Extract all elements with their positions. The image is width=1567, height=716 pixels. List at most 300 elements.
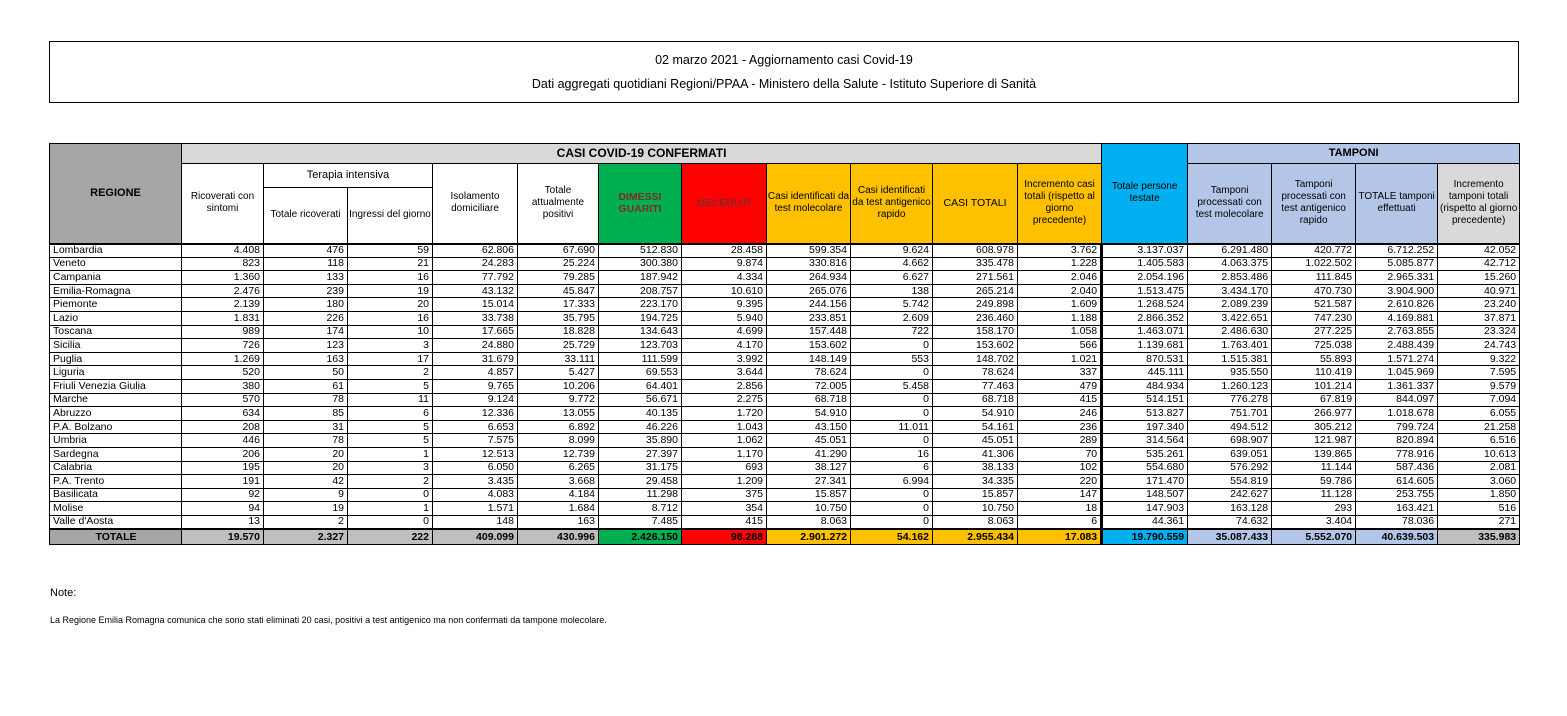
- cell-totale-attualmente-positivi: 79.285: [518, 271, 599, 285]
- cell-incremento-tamponi-totali: 1.850: [1438, 488, 1520, 502]
- cell-tamponi-test-molecolare: 776.278: [1188, 393, 1272, 407]
- cell-casi-test-antigenico-rapido: 0: [851, 488, 933, 502]
- cell-dimessi-guariti: 187.942: [599, 271, 682, 285]
- col-header-totale-attualmente-positivi: Totale attualmente positivi: [518, 164, 599, 244]
- cell-ti-ingressi-del-giorno: 0: [348, 515, 433, 529]
- region-name: Lazio: [50, 311, 182, 325]
- cell-ricoverati-con-sintomi: 191: [182, 475, 264, 489]
- cell-casi-test-antigenico-rapido: 553: [851, 352, 933, 366]
- cell-tamponi-test-molecolare: 1.515.381: [1188, 352, 1272, 366]
- cell-ti-ingressi-del-giorno: 222: [348, 529, 433, 545]
- cell-dimessi-guariti: 512.830: [599, 244, 682, 258]
- cell-isolamento-domiciliare: 62.806: [433, 244, 518, 258]
- cell-deceduti: 28.458: [682, 244, 767, 258]
- table-row: [50, 311, 1520, 325]
- cell-incremento-casi-totali: 1.021: [1018, 352, 1102, 366]
- cell-tamponi-test-antigenico-rapido: 101.214: [1272, 379, 1356, 393]
- cell-totale-persone-testate: 514.151: [1102, 393, 1188, 407]
- cell-casi-test-antigenico-rapido: 9.624: [851, 244, 933, 258]
- cell-totale-persone-testate: 1.405.583: [1102, 257, 1188, 271]
- table-row: [50, 325, 1520, 339]
- cell-tamponi-test-molecolare: 35.087.433: [1188, 529, 1272, 545]
- cell-tamponi-test-molecolare: 6.291.480: [1188, 244, 1272, 258]
- cell-totale-tamponi-effettuati: 1.571.274: [1356, 352, 1438, 366]
- cell-incremento-tamponi-totali: 9.579: [1438, 379, 1520, 393]
- cell-deceduti: 5.940: [682, 311, 767, 325]
- cell-dimessi-guariti: 194.725: [599, 311, 682, 325]
- cell-totale-persone-testate: 513.827: [1102, 407, 1188, 421]
- cell-totale-tamponi-effettuati: 778.916: [1356, 447, 1438, 461]
- cell-tamponi-test-molecolare: 698.907: [1188, 434, 1272, 448]
- cell-ricoverati-con-sintomi: 520: [182, 366, 264, 380]
- cell-ti-totale-ricoverati: 476: [264, 244, 348, 258]
- cell-incremento-casi-totali: 1.228: [1018, 257, 1102, 271]
- cell-totale-persone-testate: 148.507: [1102, 488, 1188, 502]
- cell-casi-totali: 10.750: [933, 502, 1018, 516]
- cell-casi-test-molecolare: 10.750: [767, 502, 851, 516]
- cell-totale-persone-testate: 3.137.037: [1102, 244, 1188, 258]
- cell-totale-tamponi-effettuati: 844.097: [1356, 393, 1438, 407]
- cell-totale-persone-testate: 1.268.524: [1102, 298, 1188, 312]
- cell-deceduti: 4.334: [682, 271, 767, 285]
- cell-ti-ingressi-del-giorno: 3: [348, 339, 433, 353]
- cell-incremento-casi-totali: 6: [1018, 515, 1102, 529]
- cell-totale-tamponi-effettuati: 1.018.678: [1356, 407, 1438, 421]
- cell-casi-test-molecolare: 153.602: [767, 339, 851, 353]
- cell-ti-ingressi-del-giorno: 10: [348, 325, 433, 339]
- cell-incremento-tamponi-totali: 516: [1438, 502, 1520, 516]
- table-row: [50, 284, 1520, 298]
- cell-totale-tamponi-effettuati: 2.763.855: [1356, 325, 1438, 339]
- cell-ti-ingressi-del-giorno: 17: [348, 352, 433, 366]
- cell-tamponi-test-antigenico-rapido: 470.730: [1272, 284, 1356, 298]
- cell-dimessi-guariti: 223.170: [599, 298, 682, 312]
- confirmed-cases-banner: CASI COVID-19 CONFERMATI: [182, 144, 1102, 164]
- cell-isolamento-domiciliare: 9.124: [433, 393, 518, 407]
- cell-deceduti: 2.856: [682, 379, 767, 393]
- cell-casi-test-antigenico-rapido: 54.162: [851, 529, 933, 545]
- col-header-ti-totale-ricoverati: Totale ricoverati: [264, 188, 348, 244]
- region-name: Puglia: [50, 352, 182, 366]
- cell-incremento-casi-totali: 1.058: [1018, 325, 1102, 339]
- cell-ti-totale-ricoverati: 9: [264, 488, 348, 502]
- cell-totale-tamponi-effettuati: 163.421: [1356, 502, 1438, 516]
- cell-casi-test-antigenico-rapido: 5.458: [851, 379, 933, 393]
- cell-incremento-tamponi-totali: 3.060: [1438, 475, 1520, 489]
- cell-totale-attualmente-positivi: 5.427: [518, 366, 599, 380]
- cell-totale-tamponi-effettuati: 1.045.969: [1356, 366, 1438, 380]
- cell-totale-tamponi-effettuati: 799.724: [1356, 420, 1438, 434]
- cell-ti-totale-ricoverati: 20: [264, 447, 348, 461]
- cell-incremento-casi-totali: 17.083: [1018, 529, 1102, 545]
- cell-tamponi-test-molecolare: 2.853.486: [1188, 271, 1272, 285]
- cell-tamponi-test-antigenico-rapido: 420.772: [1272, 244, 1356, 258]
- table-row: [50, 339, 1520, 353]
- region-name: Piemonte: [50, 298, 182, 312]
- cell-isolamento-domiciliare: 24.283: [433, 257, 518, 271]
- region-name: P.A. Bolzano: [50, 420, 182, 434]
- col-header-tamponi-test-molecolare: Tamponi processati con test molecolare: [1188, 164, 1272, 244]
- table-body: [50, 244, 1520, 545]
- cell-ricoverati-con-sintomi: 634: [182, 407, 264, 421]
- cell-casi-test-molecolare: 2.901.272: [767, 529, 851, 545]
- cell-casi-test-antigenico-rapido: 11.011: [851, 420, 933, 434]
- cell-ti-ingressi-del-giorno: 16: [348, 311, 433, 325]
- cell-casi-test-molecolare: 233.851: [767, 311, 851, 325]
- table-row: [50, 257, 1520, 271]
- total-row: [50, 529, 1520, 545]
- cell-tamponi-test-antigenico-rapido: 725.038: [1272, 339, 1356, 353]
- cell-tamponi-test-molecolare: 2.486.630: [1188, 325, 1272, 339]
- cell-incremento-casi-totali: 220: [1018, 475, 1102, 489]
- cell-tamponi-test-molecolare: 2.089.239: [1188, 298, 1272, 312]
- cell-dimessi-guariti: 8.712: [599, 502, 682, 516]
- cell-ti-ingressi-del-giorno: 2: [348, 366, 433, 380]
- cell-deceduti: 1.062: [682, 434, 767, 448]
- cell-deceduti: 1.043: [682, 420, 767, 434]
- cell-incremento-tamponi-totali: 23.324: [1438, 325, 1520, 339]
- title-box: [49, 41, 1519, 103]
- cell-dimessi-guariti: 40.135: [599, 407, 682, 421]
- cell-casi-test-antigenico-rapido: 0: [851, 502, 933, 516]
- cell-totale-attualmente-positivi: 17.333: [518, 298, 599, 312]
- cell-casi-test-antigenico-rapido: 138: [851, 284, 933, 298]
- table-row: [50, 298, 1520, 312]
- cell-tamponi-test-molecolare: 751.701: [1188, 407, 1272, 421]
- cell-casi-test-molecolare: 78.624: [767, 366, 851, 380]
- cell-casi-test-antigenico-rapido: 0: [851, 407, 933, 421]
- cell-totale-persone-testate: 1.513.475: [1102, 284, 1188, 298]
- cell-incremento-tamponi-totali: 271: [1438, 515, 1520, 529]
- cell-dimessi-guariti: 208.757: [599, 284, 682, 298]
- cell-ricoverati-con-sintomi: 13: [182, 515, 264, 529]
- cell-ricoverati-con-sintomi: 2.476: [182, 284, 264, 298]
- cell-totale-attualmente-positivi: 67.690: [518, 244, 599, 258]
- region-name: Liguria: [50, 366, 182, 380]
- cell-deceduti: 1.170: [682, 447, 767, 461]
- cell-totale-attualmente-positivi: 18.828: [518, 325, 599, 339]
- cell-ricoverati-con-sintomi: 92: [182, 488, 264, 502]
- cell-deceduti: 415: [682, 515, 767, 529]
- cell-ricoverati-con-sintomi: 823: [182, 257, 264, 271]
- cell-totale-attualmente-positivi: 430.996: [518, 529, 599, 545]
- cell-casi-test-molecolare: 38.127: [767, 461, 851, 475]
- region-name: Campania: [50, 271, 182, 285]
- cell-ti-totale-ricoverati: 78: [264, 434, 348, 448]
- cell-tamponi-test-antigenico-rapido: 110.419: [1272, 366, 1356, 380]
- cell-casi-test-antigenico-rapido: 0: [851, 434, 933, 448]
- cell-isolamento-domiciliare: 1.571: [433, 502, 518, 516]
- cell-deceduti: 9.395: [682, 298, 767, 312]
- cell-casi-test-molecolare: 244.156: [767, 298, 851, 312]
- cell-incremento-casi-totali: 236: [1018, 420, 1102, 434]
- cell-incremento-casi-totali: 102: [1018, 461, 1102, 475]
- region-name: Abruzzo: [50, 407, 182, 421]
- cell-ti-totale-ricoverati: 19: [264, 502, 348, 516]
- cell-tamponi-test-antigenico-rapido: 67.819: [1272, 393, 1356, 407]
- col-header-dimessi-guariti: DIMESSI GUARITI: [599, 164, 682, 244]
- cell-casi-test-molecolare: 68.718: [767, 393, 851, 407]
- cell-casi-totali: 15.857: [933, 488, 1018, 502]
- cell-totale-tamponi-effettuati: 78.036: [1356, 515, 1438, 529]
- cell-tamponi-test-antigenico-rapido: 11.128: [1272, 488, 1356, 502]
- cell-totale-attualmente-positivi: 10.206: [518, 379, 599, 393]
- cell-incremento-tamponi-totali: 24.743: [1438, 339, 1520, 353]
- cell-incremento-tamponi-totali: 10.613: [1438, 447, 1520, 461]
- col-header-deceduti: DECEDUTI: [682, 164, 767, 244]
- table-row: [50, 502, 1520, 516]
- col-header-totale-tamponi-effettuati: TOTALE tamponi effettuati: [1356, 164, 1438, 244]
- cell-totale-tamponi-effettuati: 253.755: [1356, 488, 1438, 502]
- cell-deceduti: 4.170: [682, 339, 767, 353]
- cell-tamponi-test-antigenico-rapido: 5.552.070: [1272, 529, 1356, 545]
- cell-isolamento-domiciliare: 9.765: [433, 379, 518, 393]
- cell-tamponi-test-molecolare: 4.063.375: [1188, 257, 1272, 271]
- region-name: Veneto: [50, 257, 182, 271]
- cell-tamponi-test-antigenico-rapido: 139.865: [1272, 447, 1356, 461]
- cell-totale-attualmente-positivi: 9.772: [518, 393, 599, 407]
- cell-isolamento-domiciliare: 12.336: [433, 407, 518, 421]
- note-text: La Regione Emilia Romagna comunica che sono stati eliminati 20 casi, positivi a test antigenico ma non confermati da tampone molecolare.: [50, 615, 607, 625]
- col-header-incremento-casi-totali: Incremento casi totali (rispetto al giorno precedente): [1018, 164, 1102, 244]
- cell-tamponi-test-molecolare: 1.260.123: [1188, 379, 1272, 393]
- cell-incremento-casi-totali: 3.762: [1018, 244, 1102, 258]
- cell-totale-attualmente-positivi: 6.265: [518, 461, 599, 475]
- cell-incremento-tamponi-totali: 7.094: [1438, 393, 1520, 407]
- cell-isolamento-domiciliare: 148: [433, 515, 518, 529]
- cell-ti-ingressi-del-giorno: 1: [348, 447, 433, 461]
- table-row: [50, 488, 1520, 502]
- table-row: [50, 461, 1520, 475]
- col-header-tamponi-test-antigenico-rapido: Tamponi processati con test antigenico rapido: [1272, 164, 1356, 244]
- region-name: Basilicata: [50, 488, 182, 502]
- cell-ricoverati-con-sintomi: 380: [182, 379, 264, 393]
- cell-ti-ingressi-del-giorno: 16: [348, 271, 433, 285]
- cell-totale-attualmente-positivi: 35.795: [518, 311, 599, 325]
- cell-totale-tamponi-effettuati: 2.965.331: [1356, 271, 1438, 285]
- cell-ricoverati-con-sintomi: 1.360: [182, 271, 264, 285]
- table-row: [50, 366, 1520, 380]
- cell-ti-totale-ricoverati: 226: [264, 311, 348, 325]
- cell-casi-test-molecolare: 45.051: [767, 434, 851, 448]
- cell-ti-ingressi-del-giorno: 19: [348, 284, 433, 298]
- cell-totale-persone-testate: 870.531: [1102, 352, 1188, 366]
- cell-totale-tamponi-effettuati: 2.488.439: [1356, 339, 1438, 353]
- region-name: Sicilia: [50, 339, 182, 353]
- cell-totale-persone-testate: 445.111: [1102, 366, 1188, 380]
- cell-casi-totali: 77.463: [933, 379, 1018, 393]
- cell-tamponi-test-antigenico-rapido: 11.144: [1272, 461, 1356, 475]
- cell-casi-test-molecolare: 27.341: [767, 475, 851, 489]
- cell-dimessi-guariti: 7.485: [599, 515, 682, 529]
- cell-totale-persone-testate: 197.340: [1102, 420, 1188, 434]
- cell-casi-test-molecolare: 599.354: [767, 244, 851, 258]
- cell-ricoverati-con-sintomi: 726: [182, 339, 264, 353]
- cell-isolamento-domiciliare: 6.050: [433, 461, 518, 475]
- cell-tamponi-test-molecolare: 242.627: [1188, 488, 1272, 502]
- cell-isolamento-domiciliare: 31.679: [433, 352, 518, 366]
- cell-casi-totali: 335.478: [933, 257, 1018, 271]
- cell-totale-attualmente-positivi: 25.729: [518, 339, 599, 353]
- cell-dimessi-guariti: 35.890: [599, 434, 682, 448]
- cell-incremento-tamponi-totali: 37.871: [1438, 311, 1520, 325]
- cell-totale-attualmente-positivi: 45.847: [518, 284, 599, 298]
- cell-incremento-tamponi-totali: 6.516: [1438, 434, 1520, 448]
- cell-incremento-tamponi-totali: 40.971: [1438, 284, 1520, 298]
- cell-ti-ingressi-del-giorno: 5: [348, 434, 433, 448]
- cell-dimessi-guariti: 11.298: [599, 488, 682, 502]
- cell-ti-totale-ricoverati: 163: [264, 352, 348, 366]
- cell-casi-totali: 54.910: [933, 407, 1018, 421]
- cell-tamponi-test-antigenico-rapido: 55.893: [1272, 352, 1356, 366]
- cell-deceduti: 3.644: [682, 366, 767, 380]
- cell-tamponi-test-molecolare: 1.763.401: [1188, 339, 1272, 353]
- cell-ti-totale-ricoverati: 239: [264, 284, 348, 298]
- cell-incremento-tamponi-totali: 42.052: [1438, 244, 1520, 258]
- cell-tamponi-test-antigenico-rapido: 1.022.502: [1272, 257, 1356, 271]
- cell-ricoverati-con-sintomi: 1.831: [182, 311, 264, 325]
- region-name: Friuli Venezia Giulia: [50, 379, 182, 393]
- cell-totale-persone-testate: 147.903: [1102, 502, 1188, 516]
- cell-totale-attualmente-positivi: 33.111: [518, 352, 599, 366]
- cell-isolamento-domiciliare: 7.575: [433, 434, 518, 448]
- col-header-casi-test-antigenico-rapido: Casi identificati da test antigenico rapido: [851, 164, 933, 244]
- title-line2: Dati aggregati quotidiani Regioni/PPAA - Ministero della Salute - Istituto Superiore di Sanità: [531, 77, 1037, 92]
- cell-ti-ingressi-del-giorno: 59: [348, 244, 433, 258]
- table-row: [50, 447, 1520, 461]
- cell-totale-attualmente-positivi: 1.684: [518, 502, 599, 516]
- cell-ti-totale-ricoverati: 2.327: [264, 529, 348, 545]
- cell-ti-ingressi-del-giorno: 0: [348, 488, 433, 502]
- cell-deceduti: 693: [682, 461, 767, 475]
- cell-deceduti: 4.699: [682, 325, 767, 339]
- cell-ricoverati-con-sintomi: 2.139: [182, 298, 264, 312]
- cell-tamponi-test-antigenico-rapido: 277.225: [1272, 325, 1356, 339]
- cell-tamponi-test-antigenico-rapido: 121.987: [1272, 434, 1356, 448]
- cell-totale-persone-testate: 2.054.196: [1102, 271, 1188, 285]
- region-name: Molise: [50, 502, 182, 516]
- col-header-totale-persone-testate: Totale persone testate: [1102, 144, 1188, 244]
- cell-ti-totale-ricoverati: 123: [264, 339, 348, 353]
- covid-table: [49, 143, 1520, 545]
- cell-totale-tamponi-effettuati: 40.639.503: [1356, 529, 1438, 545]
- cell-incremento-tamponi-totali: 15.260: [1438, 271, 1520, 285]
- cell-casi-totali: 271.561: [933, 271, 1018, 285]
- cell-tamponi-test-antigenico-rapido: 59.786: [1272, 475, 1356, 489]
- cell-deceduti: 98.288: [682, 529, 767, 545]
- notes-section: [50, 587, 1450, 625]
- cell-ti-totale-ricoverati: 174: [264, 325, 348, 339]
- cell-casi-totali: 38.133: [933, 461, 1018, 475]
- cell-totale-tamponi-effettuati: 587.436: [1356, 461, 1438, 475]
- cell-casi-test-antigenico-rapido: 5.742: [851, 298, 933, 312]
- cell-dimessi-guariti: 46.226: [599, 420, 682, 434]
- cell-totale-persone-testate: 1.139.681: [1102, 339, 1188, 353]
- cell-isolamento-domiciliare: 24.880: [433, 339, 518, 353]
- cell-tamponi-test-molecolare: 74.632: [1188, 515, 1272, 529]
- cell-totale-persone-testate: 2.866.352: [1102, 311, 1188, 325]
- tamponi-banner: TAMPONI: [1188, 144, 1520, 164]
- cell-isolamento-domiciliare: 12.513: [433, 447, 518, 461]
- cell-ti-ingressi-del-giorno: 20: [348, 298, 433, 312]
- cell-dimessi-guariti: 64.401: [599, 379, 682, 393]
- cell-totale-persone-testate: 484.934: [1102, 379, 1188, 393]
- cell-dimessi-guariti: 29.458: [599, 475, 682, 489]
- table-row: [50, 515, 1520, 529]
- cell-isolamento-domiciliare: 43.132: [433, 284, 518, 298]
- cell-tamponi-test-antigenico-rapido: 3.404: [1272, 515, 1356, 529]
- cell-tamponi-test-molecolare: 639.051: [1188, 447, 1272, 461]
- cell-casi-test-molecolare: 41.290: [767, 447, 851, 461]
- cell-dimessi-guariti: 134.643: [599, 325, 682, 339]
- cell-isolamento-domiciliare: 15.014: [433, 298, 518, 312]
- col-header-incremento-tamponi-totali: Incremento tamponi totali (rispetto al giorno precedente): [1438, 164, 1520, 244]
- cell-tamponi-test-antigenico-rapido: 305.212: [1272, 420, 1356, 434]
- cell-incremento-tamponi-totali: 23.240: [1438, 298, 1520, 312]
- cell-casi-test-molecolare: 15.857: [767, 488, 851, 502]
- cell-ricoverati-con-sintomi: 1.269: [182, 352, 264, 366]
- cell-ti-totale-ricoverati: 20: [264, 461, 348, 475]
- cell-ti-ingressi-del-giorno: 3: [348, 461, 433, 475]
- cell-casi-test-antigenico-rapido: 4.662: [851, 257, 933, 271]
- title-line1: 02 marzo 2021 - Aggiornamento casi Covid-19: [655, 52, 913, 67]
- cell-ti-totale-ricoverati: 50: [264, 366, 348, 380]
- cell-ricoverati-con-sintomi: 195: [182, 461, 264, 475]
- cell-totale-attualmente-positivi: 12.739: [518, 447, 599, 461]
- table-row: [50, 244, 1520, 258]
- cell-totale-tamponi-effettuati: 820.894: [1356, 434, 1438, 448]
- cell-casi-test-antigenico-rapido: 6: [851, 461, 933, 475]
- cell-ti-ingressi-del-giorno: 5: [348, 379, 433, 393]
- region-name: Emilia-Romagna: [50, 284, 182, 298]
- cell-totale-tamponi-effettuati: 614.605: [1356, 475, 1438, 489]
- cell-totale-attualmente-positivi: 13.055: [518, 407, 599, 421]
- cell-isolamento-domiciliare: 3.435: [433, 475, 518, 489]
- cell-casi-test-antigenico-rapido: 0: [851, 515, 933, 529]
- cell-incremento-casi-totali: 415: [1018, 393, 1102, 407]
- cell-incremento-tamponi-totali: 42.712: [1438, 257, 1520, 271]
- cell-incremento-tamponi-totali: 6.055: [1438, 407, 1520, 421]
- table-row: [50, 420, 1520, 434]
- cell-ricoverati-con-sintomi: 570: [182, 393, 264, 407]
- cell-ti-totale-ricoverati: 2: [264, 515, 348, 529]
- cell-incremento-tamponi-totali: 9.322: [1438, 352, 1520, 366]
- cell-casi-totali: 158.170: [933, 325, 1018, 339]
- cell-casi-totali: 249.898: [933, 298, 1018, 312]
- cell-casi-test-molecolare: 264.934: [767, 271, 851, 285]
- cell-casi-test-antigenico-rapido: 0: [851, 366, 933, 380]
- cell-ricoverati-con-sintomi: 94: [182, 502, 264, 516]
- cell-deceduti: 10.610: [682, 284, 767, 298]
- cell-casi-test-molecolare: 72.005: [767, 379, 851, 393]
- region-name: Calabria: [50, 461, 182, 475]
- cell-casi-totali: 68.718: [933, 393, 1018, 407]
- cell-deceduti: 3.992: [682, 352, 767, 366]
- cell-dimessi-guariti: 300.380: [599, 257, 682, 271]
- cell-incremento-casi-totali: 337: [1018, 366, 1102, 380]
- col-header-ricoverati-con-sintomi: Ricoverati con sintomi: [182, 164, 264, 244]
- table-row: [50, 393, 1520, 407]
- cell-casi-test-molecolare: 265.076: [767, 284, 851, 298]
- cell-incremento-casi-totali: 479: [1018, 379, 1102, 393]
- cell-ti-ingressi-del-giorno: 2: [348, 475, 433, 489]
- cell-tamponi-test-molecolare: 3.422.651: [1188, 311, 1272, 325]
- cell-casi-test-molecolare: 330.816: [767, 257, 851, 271]
- cell-totale-attualmente-positivi: 6.892: [518, 420, 599, 434]
- cell-casi-test-antigenico-rapido: 0: [851, 339, 933, 353]
- cell-casi-test-antigenico-rapido: 6.994: [851, 475, 933, 489]
- cell-totale-persone-testate: 19.790.559: [1102, 529, 1188, 545]
